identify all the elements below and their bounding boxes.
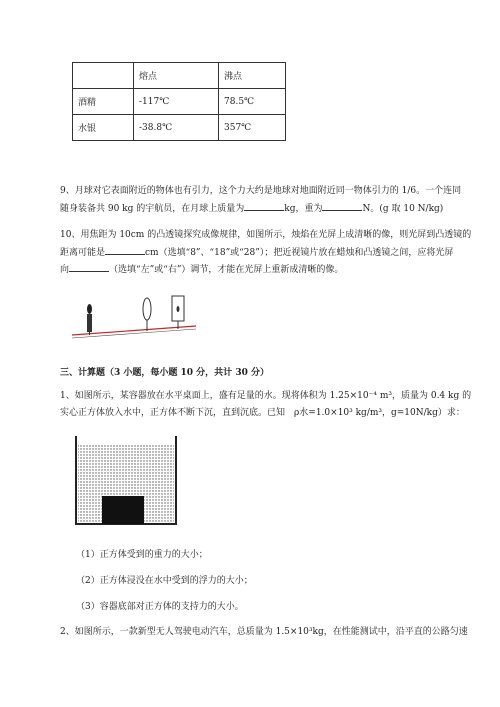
container-figure — [74, 436, 178, 526]
table-cell: 78.5℃ — [219, 89, 286, 115]
answer-blank[interactable] — [244, 201, 284, 211]
table-header-row — [73, 63, 286, 89]
q10-line1: 10、用焦距为 10cm 的凸透镜探究成像规律，如图所示，烛焰在光屏上成清晰的像，则光屏到凸透镜的 — [60, 230, 472, 240]
q10-text: 向 — [60, 265, 70, 275]
candle-icon — [87, 304, 92, 335]
c1-line1: 1、如图所示，某容器放在水平桌面上，盛有足量的水。现将体积为 1.25×10⁻⁴ m³，质量为 0.4 kg 的 — [60, 391, 472, 401]
table-cell: -117℃ — [134, 89, 219, 115]
q9-line1: 9、月球对它表面附近的物体也有引力，这个力大约是地球对地面附近同一物体引力的 1/6。一个连同 — [60, 186, 462, 196]
q10-text: 距离可能是 — [60, 248, 106, 258]
properties-table — [72, 62, 286, 141]
c1-line2: 实心正方体放入水中，正方体不断下沉，直到沉底。已知 ρ水=1.0×10³ kg/m³，g=10N/kg）求： — [60, 408, 465, 418]
sub-question: （1）正方体受到的重力的大小； — [76, 550, 208, 560]
section-title: 三、计算题（3 小题，每小题 10 分，共计 30 分） — [60, 368, 269, 378]
table-cell: 酒精 — [73, 89, 134, 115]
q9-text: N。(g 取 10 N/kg) — [362, 204, 444, 214]
table-row — [73, 115, 286, 141]
answer-blank[interactable] — [105, 245, 145, 255]
q9-text: 随身装备共 90 kg 的宇航员，在月球上质量为 — [60, 204, 245, 214]
table-header-cell: 沸点 — [219, 63, 286, 89]
table-header-cell: 熔点 — [134, 63, 219, 89]
table-cell: 水银 — [73, 115, 134, 141]
table-cell: -38.8℃ — [134, 115, 219, 141]
cube — [102, 496, 144, 524]
c2-line1: 2、如图所示，一款新型无人驾驶电动汽车，总质量为 1.5×10³kg，在性能测试中，沿平直的公路匀速 — [60, 627, 468, 637]
table-cell: 357℃ — [219, 115, 286, 141]
q10-line2 — [60, 245, 453, 260]
answer-blank[interactable] — [322, 201, 362, 211]
sub-question: （2）正方体浸没在水中受到的浮力的大小； — [76, 576, 253, 586]
convex-lens-icon — [143, 298, 151, 331]
q9-line2 — [60, 201, 443, 216]
light-screen-icon — [172, 296, 184, 329]
table-row — [73, 89, 286, 115]
sub-question: （3）容器底部对正方体的支持力的大小。 — [76, 602, 244, 612]
q9-text: kg，重为 — [284, 204, 323, 214]
table-header-cell — [73, 63, 134, 89]
answer-blank[interactable] — [69, 262, 109, 272]
q10-text: cm（选填“8”、“18”或“28”）；把近视镜片放在蜡烛和凸透镜之间，应将光屏 — [145, 248, 454, 258]
q10-text: （选填“左”或“右”）调节，才能在光屏上重新成清晰的像。 — [109, 265, 344, 275]
optical-bench-figure — [70, 292, 200, 342]
q10-line3 — [60, 262, 343, 277]
